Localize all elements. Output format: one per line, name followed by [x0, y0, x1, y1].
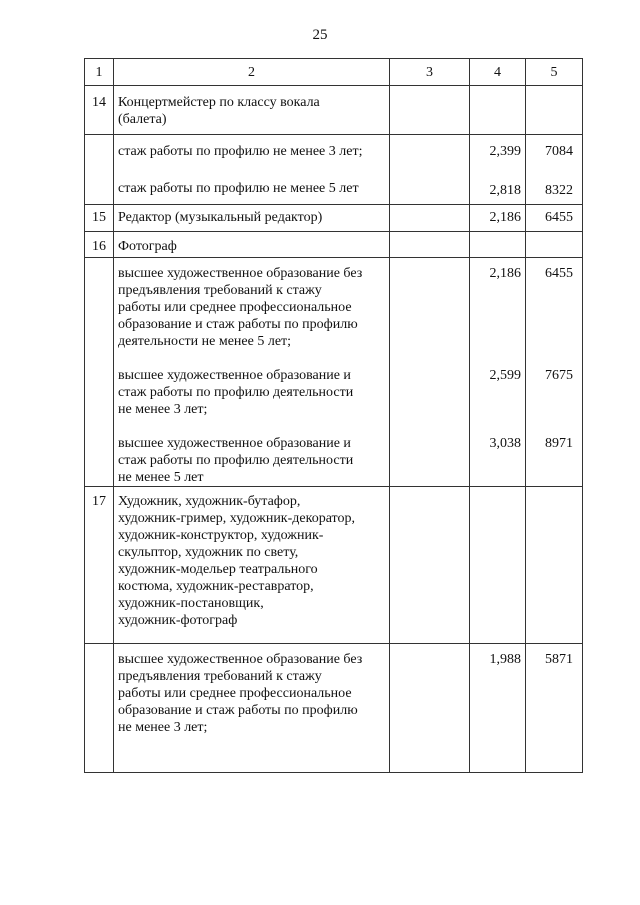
column-header: 5 — [526, 59, 583, 86]
text-line: высшее художественное образование и — [118, 436, 351, 451]
text-line: не менее 5 лет — [118, 470, 204, 485]
text-line: стаж работы по профилю не менее 5 лет — [118, 181, 359, 196]
text-line: художник-постановщик, — [118, 596, 264, 611]
salary-cell — [526, 135, 583, 205]
text-line: высшее художественное образование без — [118, 652, 363, 667]
text-line: художник-конструктор, художник- — [118, 528, 324, 543]
salary-value: 8971 — [545, 436, 573, 451]
row-number: 16 — [85, 232, 114, 258]
row-number: 14 — [85, 86, 114, 135]
page-number: 25 — [312, 27, 328, 43]
text-line: скульптор, художник по свету, — [118, 545, 299, 560]
salary-value: 6455 — [526, 205, 583, 232]
position-title — [114, 86, 390, 135]
table-row — [85, 86, 583, 135]
condition-cell — [114, 644, 390, 773]
table-row — [85, 487, 583, 644]
condition-cell — [114, 135, 390, 205]
text-line: художник-модельер театрального — [118, 562, 318, 577]
row-number: 17 — [85, 487, 114, 644]
text-line: стаж работы по профилю деятельности — [118, 453, 354, 468]
table-header-row — [85, 59, 583, 86]
text-line: деятельности не менее 5 лет; — [118, 334, 292, 349]
salary-table — [84, 58, 583, 773]
table-row — [85, 135, 583, 205]
coefficient-cell — [470, 135, 526, 205]
condition-block — [118, 265, 386, 367]
text-line: не менее 3 лет; — [118, 402, 208, 417]
position-title — [114, 205, 390, 232]
text-line: костюма, художник-реставратор, — [118, 579, 314, 594]
coefficient-value: 2,186 — [489, 266, 521, 281]
text-line: стаж работы по профилю не менее 3 лет; — [118, 144, 363, 159]
text-line: Концертмейстер по классу вокала — [118, 95, 320, 110]
text-line: (балета) — [118, 112, 167, 127]
text-line: высшее художественное образование и — [118, 368, 351, 383]
coefficient-value: 1,988 — [470, 644, 526, 773]
coefficient-cell — [470, 258, 526, 487]
text-line: Фотограф — [118, 239, 177, 254]
text-line: Редактор (музыкальный редактор) — [118, 210, 323, 225]
row-number: 15 — [85, 205, 114, 232]
salary-cell — [526, 258, 583, 487]
text-line: образование и стаж работы по профилю — [118, 317, 358, 332]
salary-value: 7084 — [545, 144, 573, 159]
coefficient-value: 2,399 — [489, 144, 521, 159]
text-line: стаж работы по профилю деятельности — [118, 385, 354, 400]
table-row — [85, 258, 583, 487]
condition-block — [118, 435, 386, 486]
salary-value: 5871 — [526, 644, 583, 773]
salary-value: 8322 — [545, 183, 573, 198]
condition-cell — [114, 258, 390, 487]
coefficient-value: 2,818 — [489, 183, 521, 198]
table-row — [85, 205, 583, 232]
text-line: художник-фотограф — [118, 613, 238, 628]
text-line: не менее 3 лет; — [118, 720, 208, 735]
text-line: Художник, художник-бутафор, — [118, 494, 301, 509]
column-header: 3 — [390, 59, 470, 86]
column-header: 1 — [85, 59, 114, 86]
text-line: художник-гример, художник-декоратор, — [118, 511, 355, 526]
salary-value: 7675 — [545, 368, 573, 383]
salary-value: 6455 — [545, 266, 573, 281]
condition-block — [118, 367, 386, 435]
coefficient-value: 2,186 — [470, 205, 526, 232]
text-line: предъявления требований к стажу — [118, 283, 322, 298]
table-row — [85, 232, 583, 258]
text-line: высшее художественное образование без — [118, 266, 363, 281]
column-header: 4 — [470, 59, 526, 86]
coefficient-value: 3,038 — [489, 436, 521, 451]
text-line: работы или среднее профессиональное — [118, 300, 352, 315]
text-line: работы или среднее профессиональное — [118, 686, 352, 701]
column-header: 2 — [114, 59, 390, 86]
text-line: предъявления требований к стажу — [118, 669, 322, 684]
position-title — [114, 487, 390, 644]
table-row — [85, 644, 583, 773]
text-line: образование и стаж работы по профилю — [118, 703, 358, 718]
coefficient-value: 2,599 — [489, 368, 521, 383]
position-title — [114, 232, 390, 258]
